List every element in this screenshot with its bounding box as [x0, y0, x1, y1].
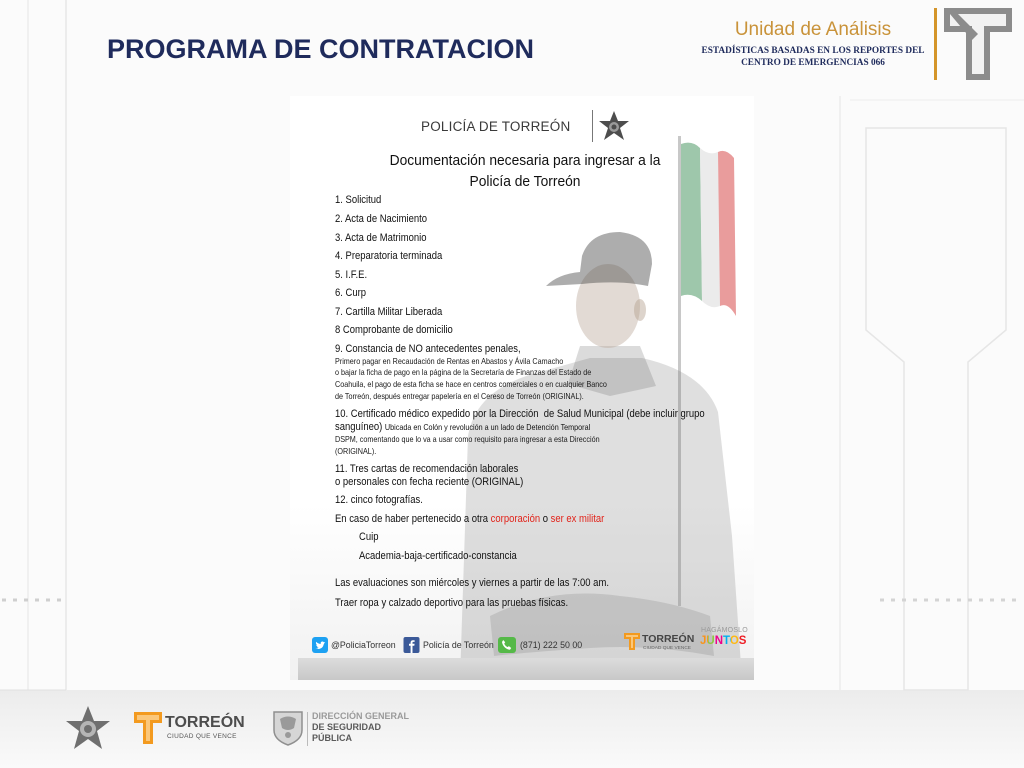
ex-member-prefix: En caso de haber pertenecido a otra — [335, 513, 491, 525]
requirement-item: 7. Cartilla Militar Liberada — [335, 306, 443, 318]
brand-divider — [592, 110, 593, 142]
city-logo-tagline: CIUDAD QUE VENCE — [167, 733, 237, 740]
requirement-note: de Torreón, después entregar papelería en el Cereso de Torreón (ORIGINAL). — [335, 391, 584, 401]
dsp-emblem-icon — [272, 710, 304, 746]
requirement-note: o bajar la ficha de pago en la página de la Secretaría de Finanzas del Estado de — [335, 367, 592, 377]
poster-bottom-band — [298, 658, 754, 680]
ex-member-sub-item: Cuip — [359, 531, 379, 543]
ex-member-notice — [335, 512, 604, 526]
clothing-note: Traer ropa y calzado deportivo para las pruebas físicas. — [335, 597, 569, 609]
poster-heading-line-2: Policía de Torreón — [469, 173, 581, 190]
requirement-item-text: sanguíneo) — [335, 421, 383, 433]
torreon-t-icon — [624, 633, 640, 650]
requirement-item: 3. Acta de Matrimonio — [335, 232, 427, 244]
city-logo-tagline: CIUDAD QUE VENCE — [643, 646, 692, 651]
city-logo-name: TORREÓN — [642, 633, 695, 645]
analysis-unit-logo-icon — [942, 6, 1014, 82]
requirement-note: Ubicada en Colón y revolución a un lado de Detención Temporal — [384, 422, 591, 432]
requirement-note: (ORIGINAL). — [335, 446, 377, 456]
requirement-item: 1. Solicitud — [335, 194, 382, 206]
campaign-logo-main: JUNTOS — [700, 635, 747, 647]
dsp-divider — [307, 712, 308, 746]
requirement-note: Primero pagar en Recaudación de Rentas en Abastos y Ávila Camacho — [335, 356, 564, 366]
phone-icon — [498, 637, 516, 653]
poster-heading — [350, 150, 700, 192]
requirement-item: 2. Acta de Nacimiento — [335, 213, 428, 225]
dsp-line-1: DIRECCIÓN GENERAL — [312, 711, 410, 721]
ex-member-highlight: corporación — [490, 513, 541, 525]
campaign-logo-top: HAGÁMOSLO — [701, 627, 748, 634]
unit-subtitle-line-1: ESTADÍSTICAS BASADAS EN LOS REPORTES DEL — [701, 46, 925, 56]
requirement-item: 8 Comprobante de domicilio — [335, 324, 453, 336]
torreon-t-icon — [134, 712, 162, 744]
header-divider — [934, 8, 937, 80]
requirement-item: 4. Preparatoria terminada — [335, 250, 443, 262]
evaluation-schedule: Las evaluaciones son miércoles y viernes a partir de las 7:00 am. — [335, 577, 609, 589]
requirement-item: 6. Curp — [335, 287, 367, 299]
requirement-item: 11. Tres cartas de recomendación laborales — [335, 463, 519, 475]
facebook-page: Policía de Torreón — [423, 640, 494, 650]
phone-number: (871) 222 50 00 — [520, 640, 583, 650]
facebook-icon — [403, 637, 420, 653]
poster-heading-line-1: Documentación necesaria para ingresar a la — [389, 152, 661, 169]
dsp-line-3: PÚBLICA — [312, 733, 352, 743]
recruitment-poster — [290, 96, 754, 680]
police-star-badge-icon — [64, 704, 112, 752]
ex-member-sub-item: Academia-baja-certificado-constancia — [359, 550, 517, 562]
analysis-unit-header — [690, 18, 936, 69]
requirement-item: 5. I.F.E. — [335, 269, 368, 281]
requirement-item-continued — [335, 420, 590, 434]
unit-subtitle-line-2: CENTRO DE EMERGENCIAS 066 — [741, 58, 885, 68]
ex-member-highlight: ser ex militar — [550, 513, 605, 525]
police-star-badge-icon — [598, 110, 630, 142]
requirement-note: Coahuila, el pago de esta ficha se hace en centros comerciales o en cualquier Banco — [335, 379, 607, 389]
poster-brand: POLICÍA DE TORREÓN — [421, 119, 571, 134]
requirement-item: 12. cinco fotografías. — [335, 494, 423, 506]
twitter-icon — [312, 637, 328, 653]
unit-name: Unidad de Análisis — [734, 19, 892, 40]
ex-member-middle: o — [540, 513, 551, 525]
slide-title: PROGRAMA DE CONTRATACION — [107, 34, 534, 64]
requirement-item-continued: o personales con fecha reciente (ORIGINAL) — [335, 476, 524, 488]
requirement-note: DSPM, comentando que lo va a usar como requisito para ingresar a esta Dirección — [335, 434, 600, 444]
dsp-line-2: DE SEGURIDAD — [312, 722, 382, 732]
city-logo-name: TORREÓN — [165, 714, 245, 731]
dsp-logo-text — [312, 711, 409, 744]
requirement-item: 10. Certificado médico expedido por la Dirección de Salud Municipal (debe incluir grupo — [335, 408, 705, 420]
requirement-item: 9. Constancia de NO antecedentes penales, — [335, 343, 521, 355]
twitter-handle: @PoliciaTorreon — [331, 640, 396, 650]
